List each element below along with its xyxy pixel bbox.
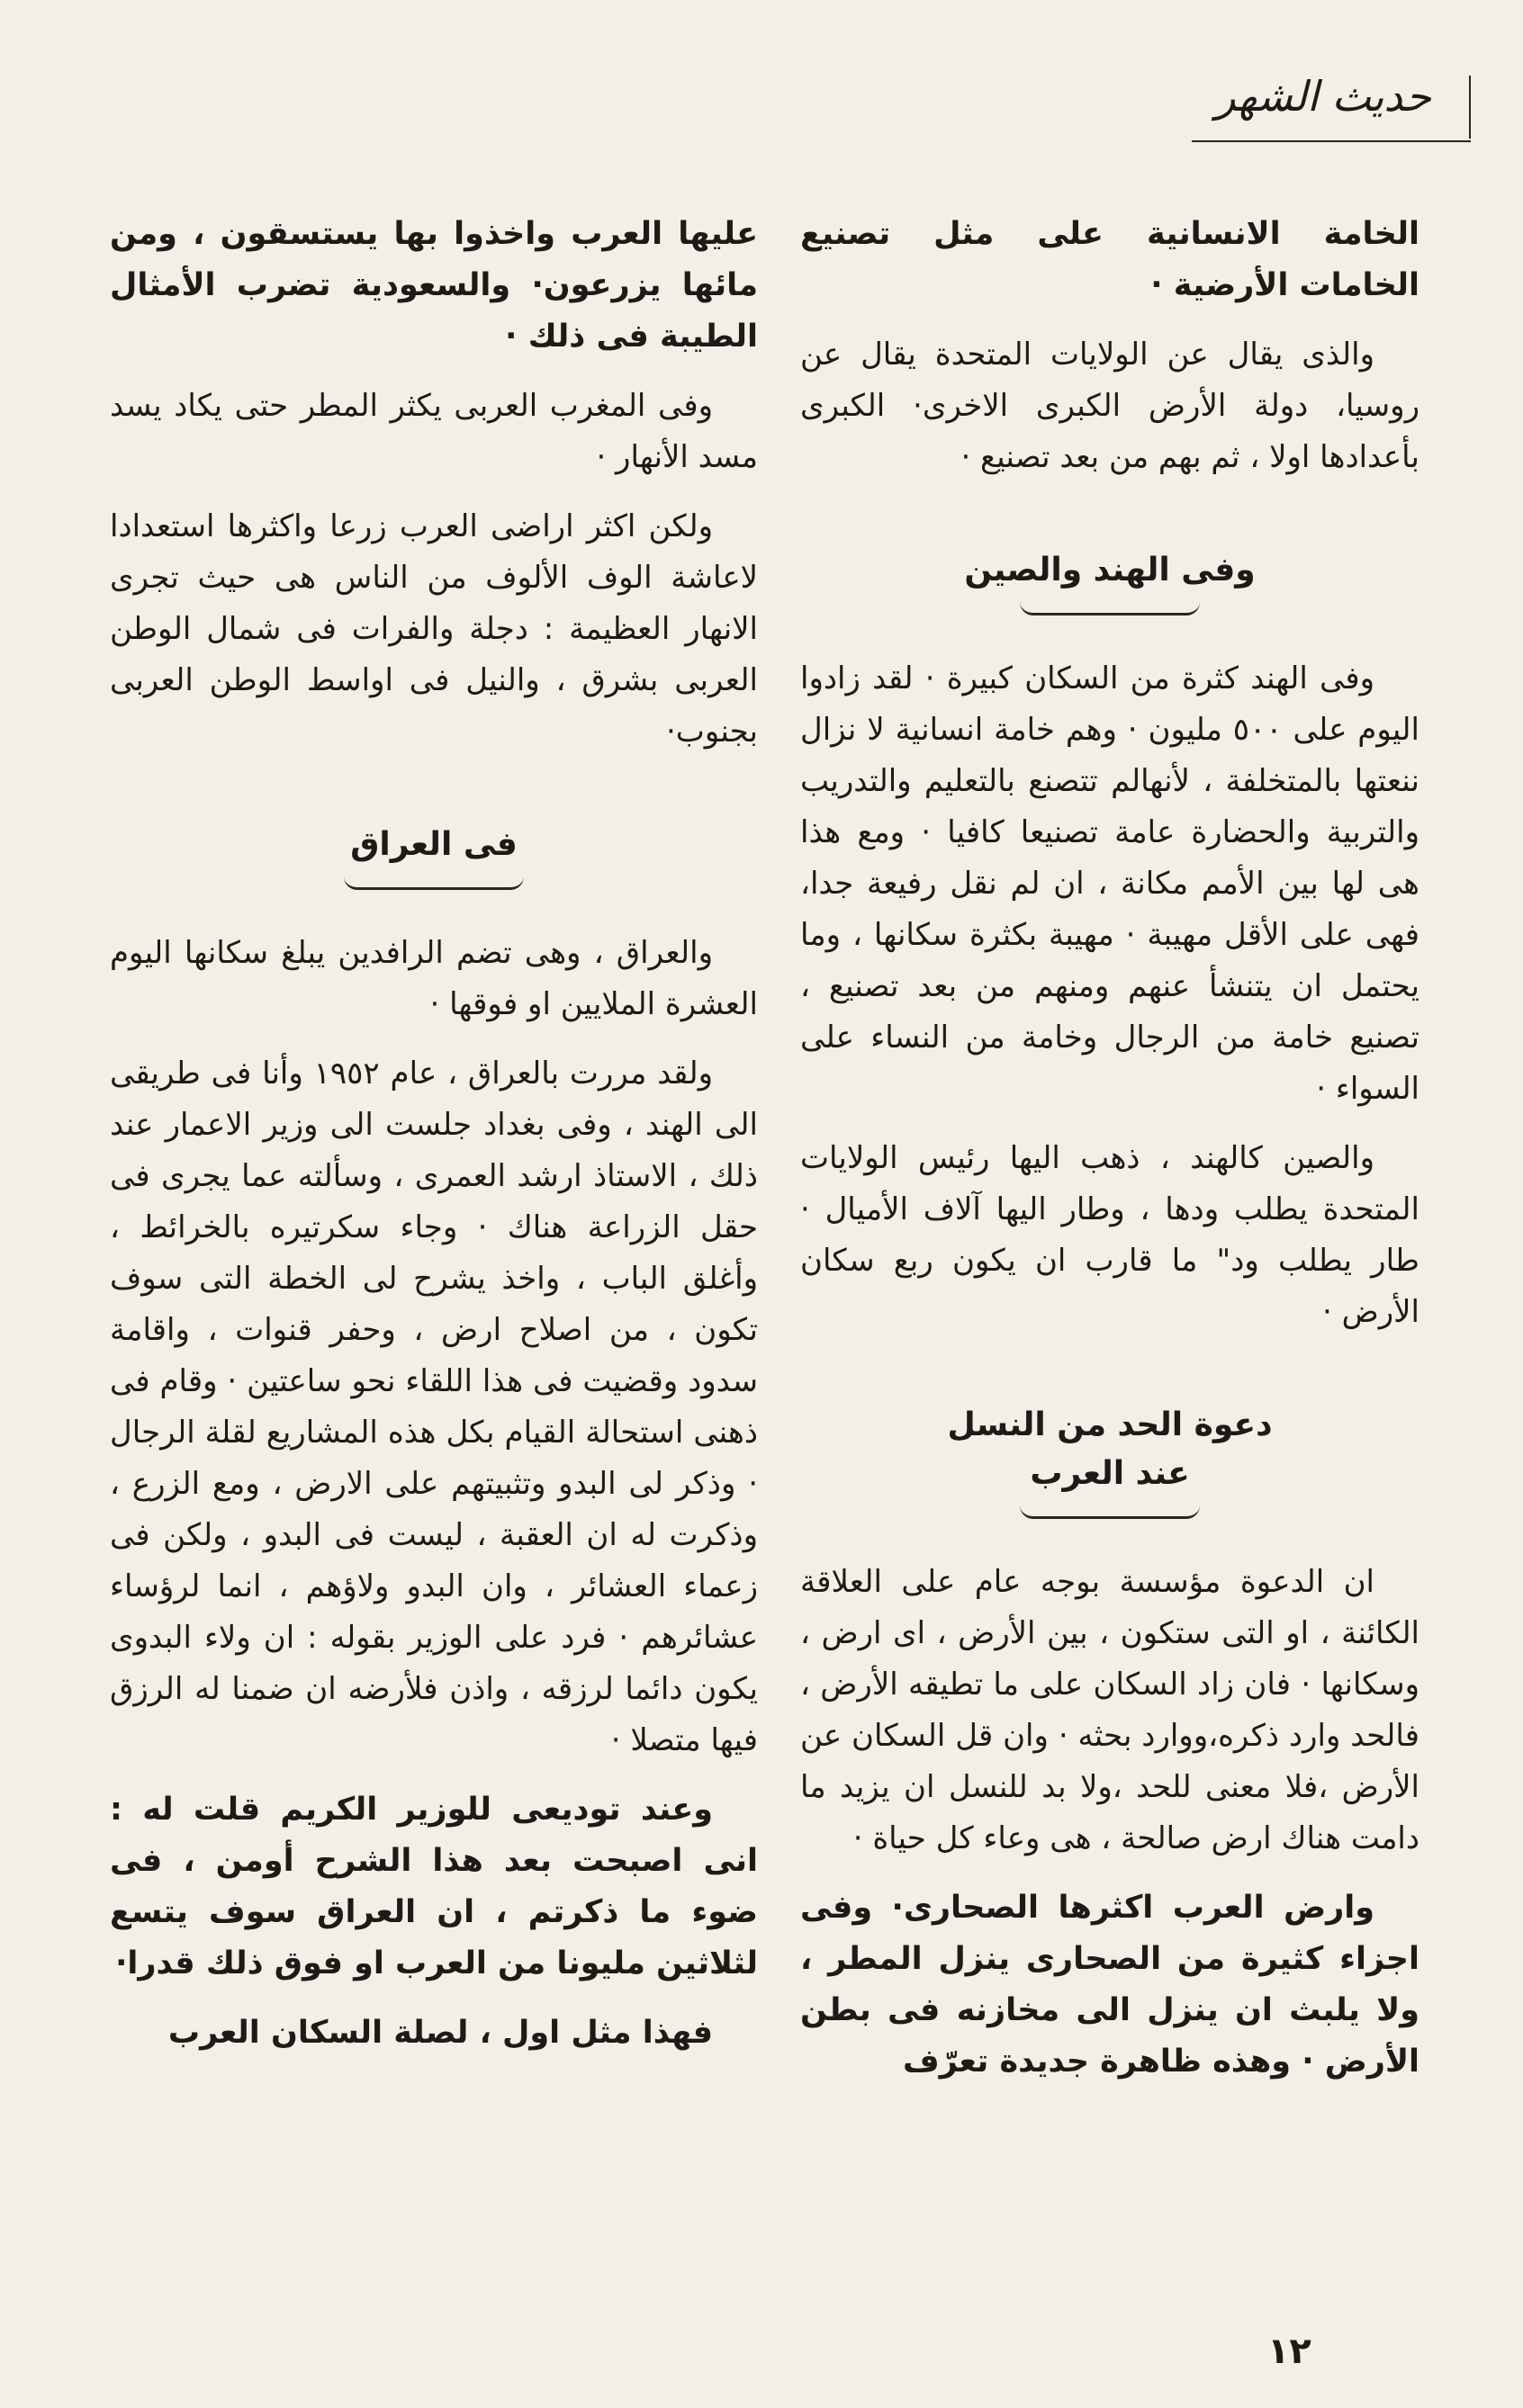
- heading-text: وفى الهند والصين: [964, 552, 1256, 589]
- heading-underline: [1020, 602, 1200, 615]
- paragraph: ان الدعوة مؤسسة بوجه عام على العلاقة الكائنة ، او التى ستكون ، بين الأرض ، اى ارض ، وسكانها · فان زاد السكان على ما تطيقه الأرض ، فالحد وارد ذكره،ووارد بحثه · وان قل السكان عن الأرض ،فلا معنى للحد ،ولا بد للنسل ان يزيد ما دامت هناك ارض صالحة ، هى وعاء كل حياة ·: [800, 1564, 1419, 1856]
- section-heading: [110, 821, 758, 890]
- paragraph: وفى الهند كثرة من السكان كبيرة · لقد زادوا اليوم على ٥٠٠ مليون · وهم خامة انسانية لا نزال ننعتها بالمتخلفة ، لأنهالم تتصنع بالتعليم والتدريب والتربية والحضارة عامة تصنيعا كافيا · ومع هذا هى لها بين الأمم مكانة ، ان لم نقل رفيعة جدا، فهى على الأقل مهيبة · مهيبة بكثرة سكانها ، وما يحتمل ان يتنشأ عنهم ومنهم من بعد تصنيع ، تصنيع خامة من الرجال وخامة من النساء على السواء ·: [800, 660, 1419, 1107]
- heading-text: دعوة الحد من النسل: [947, 1406, 1273, 1443]
- section-heading: [800, 546, 1419, 615]
- paragraph: فهذا مثل اول ، لصلة السكان العرب: [167, 2015, 713, 2051]
- heading-underline: [344, 876, 524, 890]
- heading-underline: [1020, 1505, 1200, 1519]
- paragraph: وعند توديعى للوزير الكريم قلت له : انى اصبحت بعد هذا الشرح أومن ، فى ضوء ما ذكرتم ، ان العراق سوف يتسع لثلاثين مليونا من العرب او فوق ذلك قدرا·: [110, 1792, 758, 1981]
- paragraph: ولقد مررت بالعراق ، عام ١٩٥٢ وأنا فى طريقى الى الهند ، وفى بغداد جلست الى وزير الاعمار عند ذلك ، الاستاذ ارشد العمرى ، وسألته عما يجرى فى حقل الزراعة هناك · وجاء سكرتيره بالخرائط ، وأغلق الباب ، واخذ يشرح لى الخطة التى سوف تكون ، من اصلاح ارض ، وحفر قنوات ، واقامة سدود وقضيت فى هذا اللقاء نحو ساعتين · وقام فى ذهنى استحالة القيام بكل هذه المشاريع لقلة الرجال · وذكر لى البدو وتثبيتهم على الارض ، ومع الزرع ، وذكرت له ان العقبة ، ليست فى البدو ، ولكن فى زعماء العشائر ، وان البدو ولاؤهم ، انما لرؤساء عشائرهم · فرد على الوزير بقوله : ان ولاء البدوى يكون دائما لرزقه ، واذن فلأرضه ان ضمنا له الرزق فيها متصلا ·: [110, 1056, 758, 1758]
- right-column: [800, 209, 1419, 2106]
- paragraph: الخامة الانسانية على مثل تصنيع الخامات الأرضية ·: [800, 216, 1419, 303]
- heading-text: عند العرب: [1030, 1455, 1190, 1492]
- paragraph: عليها العرب واخذوا بها يستسقون ، ومن مائها يزرعون· والسعودية تضرب الأمثال الطيبة فى ذلك ·: [110, 216, 758, 355]
- paragraph: وفى المغرب العربى يكثر المطر حتى يكاد يسد مسد الأنهار ·: [110, 388, 758, 475]
- paragraph: ولكن اكثر اراضى العرب زرعا واكثرها استعدادا لاعاشة الوف الألوف من الناس هى حيث تجرى الانهار العظيمة : دجلة والفرات فى شمال الوطن العربى بشرق ، والنيل فى اواسط الوطن العربى بجنوب·: [110, 508, 758, 750]
- page-number: ١٢: [1267, 2331, 1311, 2372]
- heading-text: فى العراق: [350, 826, 518, 863]
- paragraph: والعراق ، وهى تضم الرافدين يبلغ سكانها اليوم العشرة الملايين او فوقها ·: [110, 935, 758, 1022]
- paragraph: والذى يقال عن الولايات المتحدة يقال عن روسيا، دولة الأرض الكبرى الاخرى· الكبرى بأعدادها اولا ، ثم بهم من بعد تصنيع ·: [800, 337, 1419, 475]
- section-masthead: [1192, 70, 1471, 142]
- paragraph: والصين كالهند ، ذهب اليها رئيس الولايات المتحدة يطلب ودها ، وطار اليها آلاف الأميال · طار يطلب ود" ما قارب ان يكون ربع سكان الأرض ·: [800, 1140, 1419, 1330]
- section-heading: [800, 1401, 1419, 1519]
- section-title: حديث الشهر: [1215, 72, 1431, 121]
- paragraph: وارض العرب اكثرها الصحارى· وفى اجزاء كثيرة من الصحارى ينزل المطر ، ولا يلبث ان ينزل الى مخازنه فى بطن الأرض · وهذه ظاهرة جديدة تعرّف: [800, 1890, 1419, 2080]
- left-column: [110, 209, 758, 2077]
